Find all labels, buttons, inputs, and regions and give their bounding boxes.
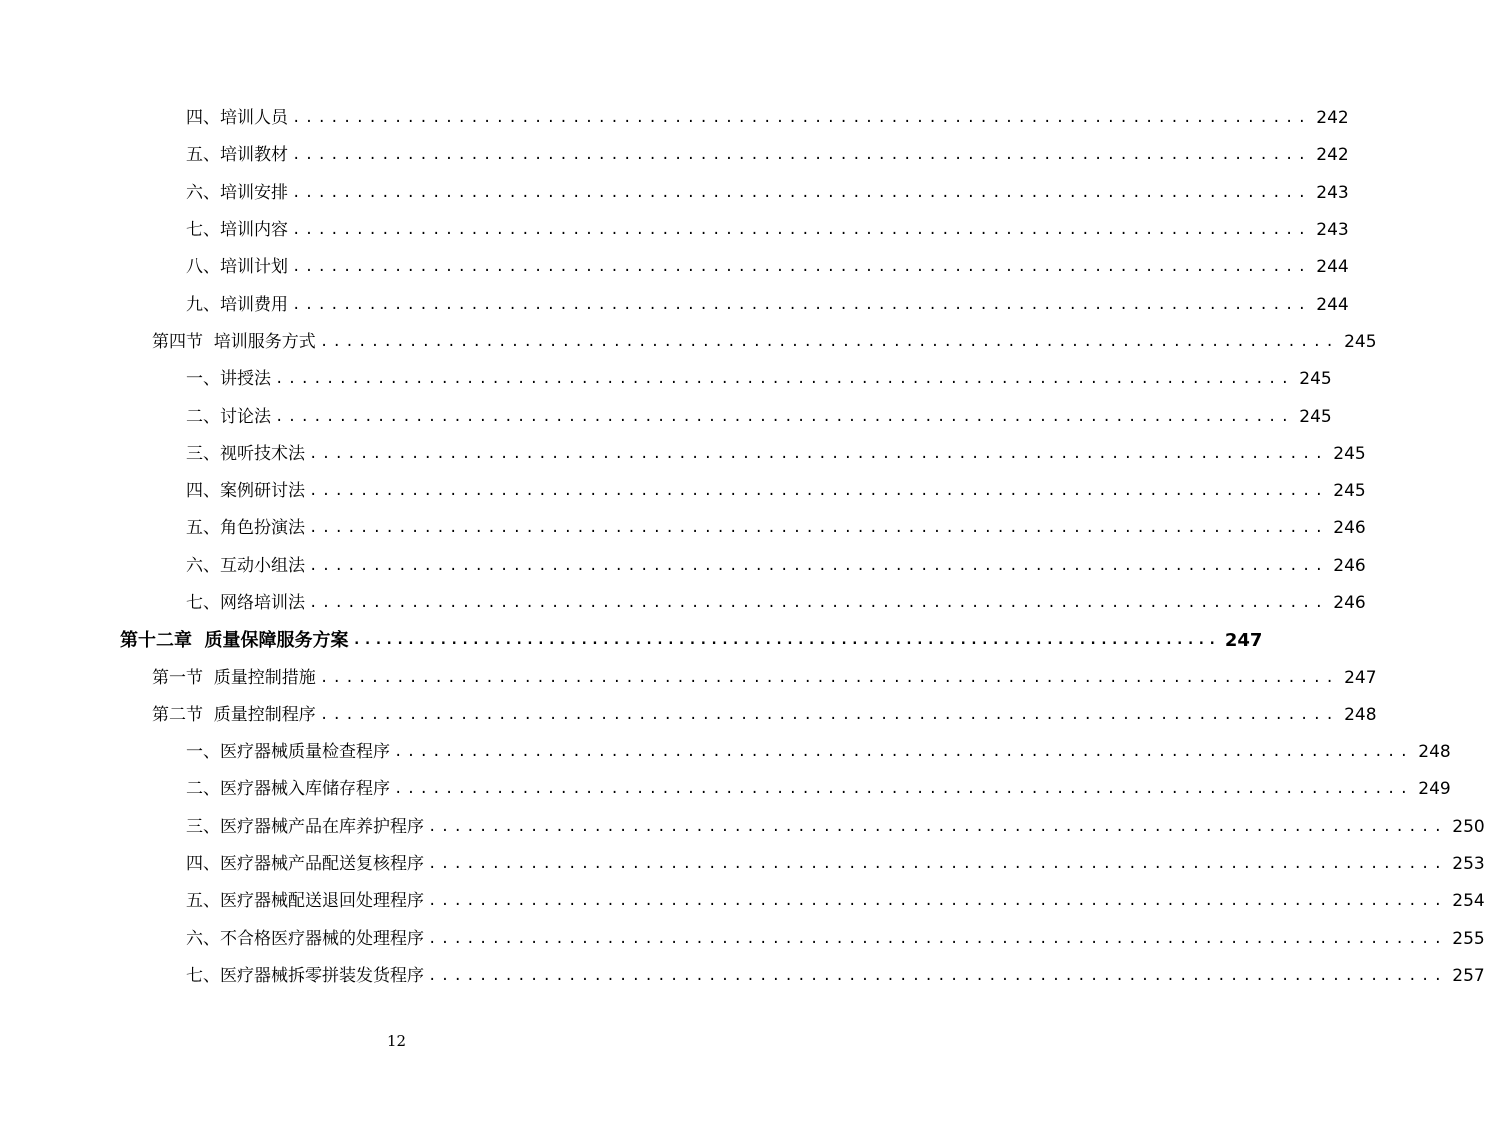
toc-entry-page: 242 (1316, 145, 1349, 166)
toc-dot-leader: ................................................................................ (292, 222, 1311, 239)
toc-dot-leader: ................................................................................ (428, 818, 1447, 835)
toc-entry-title: 第四节 培训服务方式 (152, 331, 316, 352)
toc-dot-leader: ................................................................................ (394, 744, 1413, 761)
toc-entry-page: 245 (1299, 369, 1332, 390)
toc-dot-leader: ................................................................................ (309, 483, 1328, 500)
toc-entry-page: 243 (1316, 182, 1349, 203)
toc-dot-leader: ................................................................................ (309, 595, 1328, 611)
toc-entry-page: 246 (1333, 555, 1366, 576)
toc-dot-leader: ................................................................................ (292, 296, 1311, 313)
toc-entry[interactable] (0, 771, 1451, 808)
toc-entry[interactable] (0, 734, 1451, 771)
toc-entry-title: 九、培训费用 (186, 294, 288, 315)
toc-dot-leader: ................................................................................ (292, 184, 1311, 201)
toc-entry-page: 246 (1333, 518, 1366, 539)
toc-entry-title: 六、互动小组法 (186, 555, 305, 576)
toc-entry-title: 四、案例研讨法 (186, 481, 305, 502)
toc-dot-leader: ................................................................................ (292, 147, 1311, 164)
toc-entry-page: 246 (1333, 593, 1366, 613)
toc-entry-title: 四、医疗器械产品配送复核程序 (186, 854, 424, 875)
toc-dot-leader: ................................................................................ (428, 856, 1447, 873)
toc-entry-page: 245 (1299, 406, 1332, 427)
toc-entry-title: 五、角色扮演法 (186, 518, 305, 539)
toc-entry-page: 253 (1452, 854, 1485, 875)
toc-dot-leader: ................................................................................ (292, 259, 1311, 276)
toc-entry-title: 一、医疗器械质量检查程序 (186, 742, 390, 763)
toc-dot-leader: ................................................................................ (292, 110, 1311, 127)
toc-entry[interactable] (0, 548, 1366, 585)
toc-dot-leader: ................................................................................ (309, 445, 1328, 462)
toc-entry-page: 245 (1333, 481, 1366, 502)
toc-entry-page: 249 (1418, 779, 1451, 800)
toc-entry[interactable] (0, 361, 1332, 398)
toc-entry-page: 250 (1452, 816, 1485, 837)
toc-entry[interactable] (0, 100, 1349, 137)
toc-entry-title: 三、视听技术法 (186, 443, 305, 464)
toc-dot-leader: ................................................................................ (319, 333, 1339, 350)
toc-entry[interactable] (0, 212, 1349, 249)
toc-entry-title: 二、讨论法 (186, 406, 271, 427)
toc-entry[interactable] (0, 697, 1377, 734)
toc-entry-page: 254 (1452, 891, 1485, 912)
toc-entry-page: 248 (1418, 742, 1451, 763)
toc-entry[interactable] (0, 510, 1366, 547)
page-number: 12 (386, 1032, 407, 1050)
toc-entry[interactable] (0, 883, 1485, 920)
toc-entry[interactable] (0, 622, 1263, 659)
toc-entry[interactable] (0, 921, 1485, 958)
toc-entry-title: 第二节 质量控制程序 (152, 704, 316, 725)
toc-entry[interactable] (0, 659, 1377, 696)
toc-entry-page: 244 (1316, 294, 1349, 315)
toc-entry-page: 244 (1316, 257, 1349, 278)
toc-dot-leader: ................................................................................ (309, 557, 1328, 574)
toc-entry-title: 六、不合格医疗器械的处理程序 (186, 928, 424, 949)
toc-dot-leader: ................................................................................ (428, 893, 1447, 910)
toc-entry[interactable] (0, 286, 1349, 323)
toc-entry-title: 一、讲授法 (186, 369, 271, 390)
toc-dot-leader: ................................................................................ (275, 371, 1294, 388)
table-of-contents (0, 100, 1485, 995)
toc-entry-title: 第一节 质量控制措施 (152, 667, 316, 688)
toc-entry[interactable] (0, 809, 1485, 846)
toc-entry[interactable] (0, 958, 1485, 995)
toc-entry-page: 257 (1452, 965, 1485, 986)
toc-entry-title: 三、医疗器械产品在库养护程序 (186, 816, 424, 837)
toc-entry[interactable] (0, 436, 1366, 473)
toc-entry-title: 五、医疗器械配送退回处理程序 (186, 891, 424, 912)
toc-entry-page: 245 (1333, 443, 1366, 464)
toc-entry-title: 七、培训内容 (186, 220, 288, 241)
toc-dot-leader: ................................................................................ (352, 632, 1219, 649)
toc-entry[interactable] (0, 137, 1349, 174)
toc-entry[interactable] (0, 585, 1366, 622)
toc-dot-leader: ................................................................................ (319, 669, 1339, 686)
toc-entry[interactable] (0, 846, 1485, 883)
toc-entry[interactable] (0, 324, 1377, 361)
toc-entry-title: 八、培训计划 (186, 257, 288, 278)
toc-entry-title: 四、培训人员 (186, 108, 288, 129)
toc-entry-page: 248 (1344, 704, 1377, 725)
toc-entry-page: 242 (1316, 108, 1349, 129)
toc-entry-page: 245 (1344, 331, 1377, 352)
toc-entry-page: 247 (1224, 630, 1263, 652)
toc-dot-leader: ................................................................................ (275, 408, 1294, 425)
toc-entry-title: 第十二章 质量保障服务方案 (120, 630, 349, 652)
toc-entry-page: 255 (1452, 928, 1485, 949)
toc-dot-leader: ................................................................................ (309, 520, 1328, 537)
toc-entry-title: 七、网络培训法 (186, 593, 305, 613)
toc-entry-title: 五、培训教材 (186, 145, 288, 166)
toc-entry-title: 七、医疗器械拆零拼装发货程序 (186, 965, 424, 986)
toc-dot-leader: ................................................................................ (428, 930, 1447, 947)
toc-entry[interactable] (0, 175, 1349, 212)
toc-dot-leader: ................................................................................ (428, 967, 1447, 984)
toc-dot-leader: ................................................................................ (319, 706, 1339, 723)
toc-entry[interactable] (0, 473, 1366, 510)
toc-entry[interactable] (0, 249, 1349, 286)
toc-entry-title: 二、医疗器械入库储存程序 (186, 779, 390, 800)
toc-entry-page: 243 (1316, 220, 1349, 241)
toc-entry[interactable] (0, 398, 1332, 435)
toc-entry-page: 247 (1344, 667, 1377, 688)
toc-entry-title: 六、培训安排 (186, 182, 288, 203)
toc-dot-leader: ................................................................................ (394, 781, 1413, 798)
